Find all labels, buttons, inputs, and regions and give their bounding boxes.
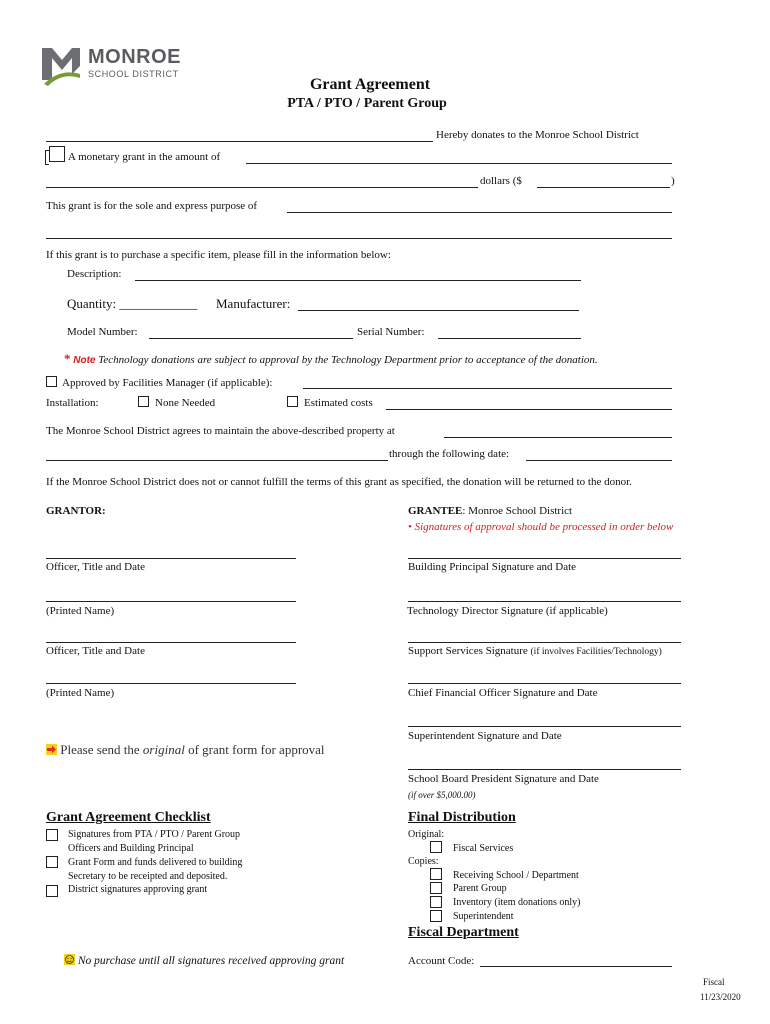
donates-text: Hereby donates to the Monroe School District xyxy=(436,129,639,141)
note-label: Note xyxy=(73,355,96,366)
estimated-costs-label: Estimated costs xyxy=(304,397,373,409)
send-before: Please send the xyxy=(60,742,143,757)
fiscal-services-checkbox[interactable] xyxy=(430,841,442,853)
no-purchase-text: No purchase until all signatures received approving grant xyxy=(77,955,345,967)
grantee-order-note: • Signatures of approval should be processed in order below xyxy=(408,521,674,533)
dollars-label: dollars ($ xyxy=(480,175,522,187)
cfo-signature-line[interactable] xyxy=(408,683,681,684)
purpose-field[interactable] xyxy=(287,212,672,213)
original-label: Original: xyxy=(408,829,445,840)
checklist-item-2-line-1: Grant Form and funds delivered to building xyxy=(68,857,243,868)
page-title: Grant Agreement xyxy=(309,76,431,93)
facilities-approved-label: Approved by Facilities Manager (if applicable): xyxy=(62,377,273,389)
principal-signature-label: Building Principal Signature and Date xyxy=(408,561,577,573)
grantor-printed-label-1: (Printed Name) xyxy=(46,605,115,617)
account-code-label: Account Code: xyxy=(408,955,475,967)
installation-label: Installation: xyxy=(46,397,99,409)
logo-name: MONROE xyxy=(88,46,181,68)
receiving-school-label: Receiving School / Department xyxy=(453,870,579,881)
purpose-field-2[interactable] xyxy=(46,238,672,239)
send-after: of grant form for approval xyxy=(184,742,325,757)
grantee-heading-bold: GRANTEE xyxy=(408,505,463,517)
grantor-signature-line-3[interactable] xyxy=(46,642,296,643)
parent-group-label: Parent Group xyxy=(453,883,507,894)
fiscal-services-label: Fiscal Services xyxy=(453,843,514,854)
manufacturer-field[interactable] xyxy=(298,310,579,311)
facilities-approved-field[interactable] xyxy=(303,388,672,389)
checklist-title: Grant Agreement Checklist xyxy=(46,810,211,825)
note-text: Technology donations are subject to approval by the Technology Department prior to acceptance of the donation. xyxy=(98,354,598,366)
logo-subtitle: SCHOOL DISTRICT xyxy=(88,69,179,79)
facilities-approved-checkbox[interactable] xyxy=(46,376,57,387)
smiley-icon xyxy=(64,954,75,965)
fulfill-text: If the Monroe School District does not or cannot fulfill the terms of this grant as specified, the donation will be returned to the donor. xyxy=(46,476,632,488)
no-purchase-note xyxy=(64,953,344,967)
support-services-signature-line[interactable] xyxy=(408,642,681,643)
maintain-location-field[interactable] xyxy=(444,437,672,438)
through-date-label: through the following date: xyxy=(389,448,510,460)
purpose-label: This grant is for the sole and express purpose of xyxy=(46,200,258,212)
superintendent-signature-line[interactable] xyxy=(408,726,681,727)
dollars-close: ) xyxy=(671,175,675,187)
grantee-heading xyxy=(408,505,572,517)
maintain-date-field[interactable] xyxy=(46,460,388,461)
distribution-title: Final Distribution xyxy=(408,810,516,825)
grantor-signature-line-1[interactable] xyxy=(46,558,296,559)
support-services-text: Support Services Signature xyxy=(408,645,528,657)
support-services-signature-label xyxy=(408,645,662,657)
tech-director-signature-line[interactable] xyxy=(408,601,681,602)
through-date-field[interactable] xyxy=(526,460,672,461)
grantor-officer-label-1: Officer, Title and Date xyxy=(46,561,145,573)
donor-name-field[interactable] xyxy=(46,141,433,142)
support-services-small: (if involves Facilities/Technology) xyxy=(530,647,662,657)
estimated-costs-checkbox[interactable] xyxy=(287,396,298,407)
cfo-signature-label: Chief Financial Officer Signature and Date xyxy=(408,687,598,699)
note-star: * xyxy=(64,351,71,366)
technology-note xyxy=(64,351,598,367)
item-intro: If this grant is to purchase a specific item, please fill in the information below: xyxy=(46,249,391,261)
receiving-school-checkbox[interactable] xyxy=(430,868,442,880)
send-original-word: original xyxy=(142,742,185,757)
inventory-checkbox[interactable] xyxy=(430,896,442,908)
dollars-amount-field[interactable] xyxy=(537,187,670,188)
checklist-checkbox-2[interactable] xyxy=(46,856,58,868)
footer-date: 11/23/2020 xyxy=(700,992,741,1002)
checklist-item-1-line-2: Officers and Building Principal xyxy=(68,843,194,854)
account-code-field[interactable] xyxy=(480,966,672,967)
dollars-words-field[interactable] xyxy=(46,187,478,188)
tech-director-signature-label: Technology Director Signature (if applicable) xyxy=(407,605,608,617)
model-field[interactable] xyxy=(149,338,353,339)
fiscal-department-title: Fiscal Department xyxy=(408,925,519,940)
monetary-label: A monetary grant in the amount of xyxy=(68,151,221,163)
serial-label: Serial Number: xyxy=(357,326,425,338)
superintendent-checkbox[interactable] xyxy=(430,910,442,922)
description-field[interactable] xyxy=(135,280,581,281)
inventory-label: Inventory (item donations only) xyxy=(453,897,581,908)
none-needed-label: None Needed xyxy=(155,397,216,409)
monetary-amount-field[interactable] xyxy=(246,163,672,164)
footer-dept: Fiscal xyxy=(703,977,725,987)
none-needed-checkbox[interactable] xyxy=(138,396,149,407)
grantor-printed-label-2: (Printed Name) xyxy=(46,687,115,699)
grantee-heading-rest: : Monroe School District xyxy=(462,505,573,517)
quantity-label: Quantity: ____________ xyxy=(67,296,198,311)
board-president-signature-line[interactable] xyxy=(408,769,681,770)
board-president-signature-label: School Board President Signature and Date xyxy=(408,773,599,785)
checklist-item-3-line-1: District signatures approving grant xyxy=(68,884,208,895)
serial-field[interactable] xyxy=(438,338,581,339)
grantor-heading: GRANTOR: xyxy=(46,505,106,517)
board-president-note: (if over $5,000.00) xyxy=(408,790,476,800)
parent-group-checkbox[interactable] xyxy=(430,882,442,894)
description-label: Description: xyxy=(67,268,122,280)
maintain-text: The Monroe School District agrees to maintain the above-described property at xyxy=(46,425,395,437)
checklist-checkbox-3[interactable] xyxy=(46,885,58,897)
copies-label: Copies: xyxy=(408,856,439,867)
grantor-signature-line-4[interactable] xyxy=(46,683,296,684)
grantor-officer-label-2: Officer, Title and Date xyxy=(46,645,145,657)
checklist-item-1-line-1: Signatures from PTA / PTO / Parent Group xyxy=(68,829,241,840)
manufacturer-label: Manufacturer: xyxy=(216,296,291,311)
principal-signature-line[interactable] xyxy=(408,558,681,559)
grantor-signature-line-2[interactable] xyxy=(46,601,296,602)
superintendent-signature-label: Superintendent Signature and Date xyxy=(408,730,562,742)
monetary-checkbox[interactable] xyxy=(49,146,65,162)
page-subtitle: PTA / PTO / Parent Group xyxy=(287,96,447,111)
send-original-note xyxy=(46,742,325,758)
estimated-costs-field[interactable] xyxy=(386,409,672,410)
checklist-item-2-line-2: Secretary to be receipted and deposited. xyxy=(68,871,228,882)
arrow-icon xyxy=(46,744,57,755)
model-label: Model Number: xyxy=(67,326,138,338)
superintendent-label: Superintendent xyxy=(453,911,514,922)
checklist-checkbox-1[interactable] xyxy=(46,829,58,841)
